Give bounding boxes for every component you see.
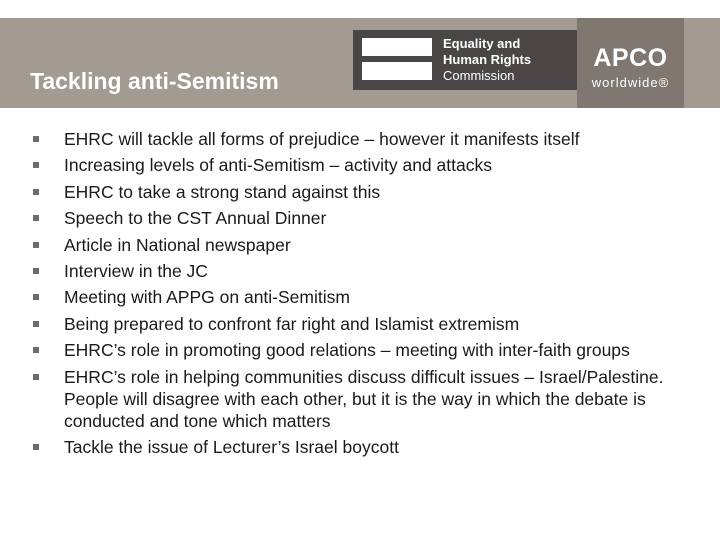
bullet-item [33,366,713,432]
bullet-item [33,154,713,176]
bullet-text: EHRC’s role in promoting good relations – meeting with inter-faith groups [64,340,630,361]
header-top-strip [0,0,720,18]
bullet-text: EHRC to take a strong stand against this [64,181,381,202]
bullet-text: Tackle the issue of Lecturer’s Israel boycott [64,436,399,457]
square-bullet-icon [33,189,39,195]
apco-logo-sub: worldwide® [591,75,670,90]
slide-title: Tackling anti-Semitism [30,68,279,94]
bullet-list [33,128,713,462]
ehrc-logo [353,30,577,90]
bullet-text: Being prepared to confront far right and Islamist extremism [64,313,520,334]
square-bullet-icon [33,347,39,353]
bullet-text: EHRC’s role in helping communities discuss difficult issues – Israel/Palestine. People will disagree with each other, but it is the way in which the debate is conducted and tone which matters [64,366,664,431]
ehrc-logo-bar-top [362,38,432,56]
bullet-item [33,436,713,458]
square-bullet-icon [33,444,39,450]
ehrc-logo-line1: Equality and [443,36,521,51]
square-bullet-icon [33,294,39,300]
bullet-item [33,181,713,203]
bullet-item [33,339,713,361]
square-bullet-icon [33,268,39,274]
bullet-text: EHRC will tackle all forms of prejudice – however it manifests itself [64,129,580,149]
square-bullet-icon [33,136,39,142]
square-bullet-icon [33,162,39,168]
ehrc-logo-text [443,36,531,84]
bullet-item [33,260,713,282]
bullet-item [33,128,713,150]
slide-header [0,0,720,108]
ehrc-logo-line2: Human Rights [443,52,532,67]
square-bullet-icon [33,215,39,221]
ehrc-logo-bar-bottom [362,62,432,80]
square-bullet-icon [33,374,39,380]
bullet-text: Meeting with APPG on anti-Semitism [64,287,350,308]
apco-logo-name: APCO [593,44,668,72]
bullet-text: Article in National newspaper [64,234,291,255]
bullet-text: Increasing levels of anti-Semitism – activity and attacks [64,155,492,176]
ehrc-logo-line3: Commission [443,68,515,83]
bullet-item [33,234,713,256]
bullet-text: Speech to the CST Annual Dinner [64,208,327,229]
square-bullet-icon [33,242,39,248]
bullet-item [33,313,713,335]
bullet-item [33,207,713,229]
bullet-text: Interview in the JC [64,260,208,281]
square-bullet-icon [33,321,39,327]
bullet-item [33,286,713,308]
apco-logo [577,18,684,108]
